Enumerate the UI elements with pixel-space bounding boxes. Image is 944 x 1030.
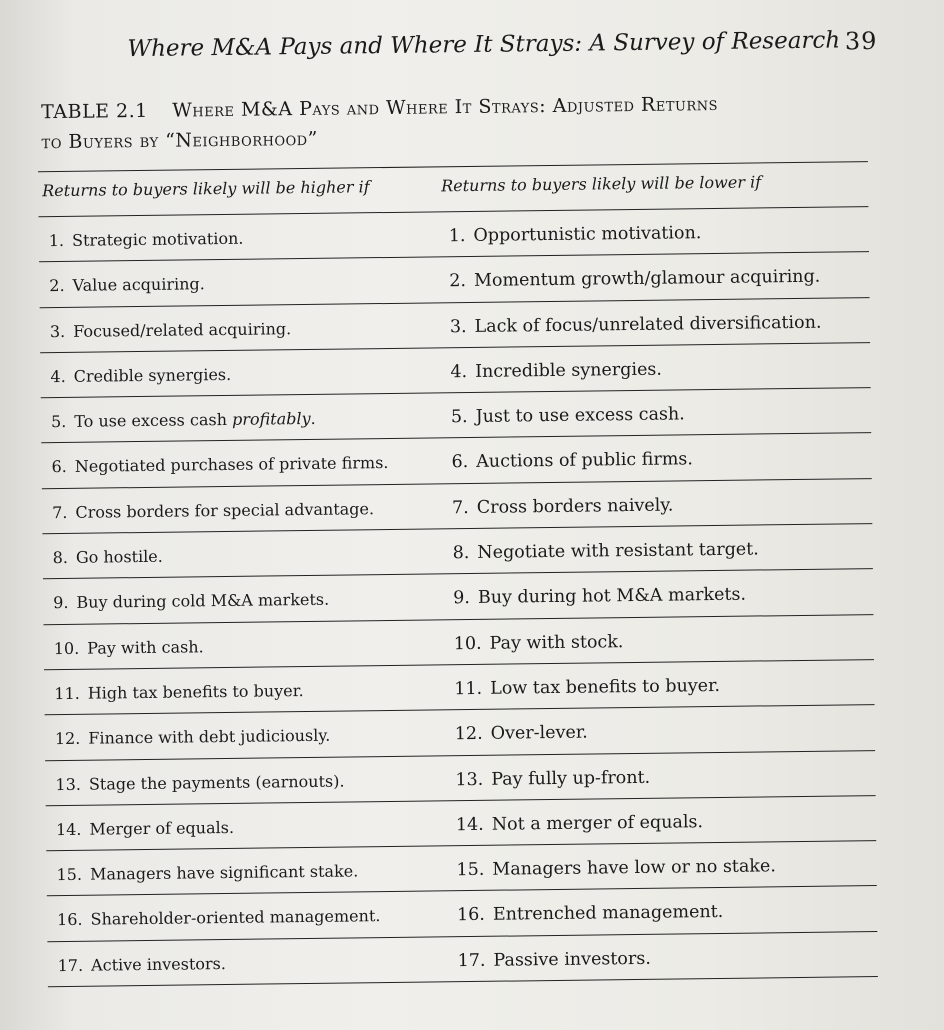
row-lower-returns-cell: [454, 676, 720, 699]
row-higher-returns-cell: [57, 907, 381, 930]
row-higher-returns-cell: [58, 954, 226, 975]
row-lower-returns-cell: [450, 360, 662, 383]
row-lower-text: Lack of focus/unrelated diversification.: [474, 312, 822, 337]
row-lower-text: Auctions of public firms.: [476, 449, 694, 473]
row-lower-returns-cell: [453, 585, 746, 609]
row-lower-text: Pay with stock.: [489, 631, 624, 654]
row-number: 8.: [52, 547, 69, 568]
row-number: 10.: [453, 633, 482, 654]
row-higher-text: Buy during cold M&A markets.: [76, 590, 330, 613]
row-higher-text: Active investors.: [90, 953, 227, 975]
row-lower-text: Passive investors.: [493, 948, 651, 971]
row-lower-returns-cell: [450, 312, 822, 337]
row-lower-returns-cell: [452, 495, 674, 518]
table-caption-line1: Where M&A Pays and Where It Strays: Adjusted Returns: [172, 92, 719, 122]
row-higher-text: Strategic motivation.: [71, 228, 244, 250]
table-label: TABLE 2.1: [41, 99, 148, 124]
row-number: 4.: [450, 361, 468, 383]
row-higher-returns-cell: [53, 590, 329, 612]
row-higher-text: Stage the payments (earnouts).: [88, 771, 345, 794]
row-lower-returns-cell: [456, 856, 776, 880]
row-higher-returns-cell: [52, 499, 374, 522]
row-higher-returns-cell: [50, 365, 231, 386]
row-higher-text: Shareholder-oriented management.: [90, 906, 381, 930]
row-lower-text: Momentum growth/glamour acquiring.: [473, 267, 821, 292]
row-lower-returns-cell: [449, 267, 820, 292]
row-number: 1.: [448, 226, 466, 247]
row-number: 17.: [457, 950, 486, 971]
row-number: 12.: [54, 729, 81, 749]
row-number: 14.: [55, 819, 82, 839]
row-lower-returns-cell: [451, 450, 693, 473]
row-higher-returns-cell: [55, 771, 344, 794]
row-higher-text: Finance with debt judiciously.: [88, 725, 331, 748]
row-lower-text: Over-lever.: [490, 722, 588, 745]
row-higher-returns-cell: [54, 637, 204, 658]
row-lower-text: Low tax benefits to buyer.: [490, 675, 721, 699]
row-higher-returns-cell: [54, 681, 304, 703]
row-lower-returns-cell: [457, 902, 723, 925]
row-number: 7.: [451, 497, 469, 518]
row-lower-returns-cell: [454, 632, 624, 654]
row-number: 13.: [455, 769, 484, 790]
running-head-title: Where M&A Pays and Where It Strays: A Survey of Research: [127, 27, 841, 63]
row-lower-text: Opportunistic motivation.: [473, 223, 702, 246]
row-lower-returns-cell: [456, 812, 703, 835]
row-higher-tail: .: [310, 409, 316, 429]
row-higher-text: Credible synergies.: [73, 364, 232, 386]
table-caption-line2: to Buyers by “Neighborhood”: [41, 127, 318, 154]
row-number: 16.: [456, 905, 486, 926]
row-number: 17.: [57, 955, 84, 975]
row-higher-text: Cross borders for special advantage.: [75, 498, 375, 522]
row-number: 15.: [56, 864, 83, 885]
row-lower-text: Pay fully up-front.: [491, 767, 651, 790]
row-higher-returns-cell: [55, 726, 331, 748]
row-number: 13.: [55, 774, 82, 794]
row-lower-returns-cell: [449, 223, 702, 246]
row-lower-returns-cell: [451, 405, 685, 428]
row-lower-returns-cell: [455, 767, 650, 789]
row-lower-text: Incredible synergies.: [475, 359, 663, 382]
row-higher-returns-cell: [49, 229, 244, 250]
row-number: 9.: [453, 588, 471, 609]
column-header-lower: Returns to buyers likely will be lower if: [441, 172, 762, 196]
table-caption: [41, 87, 872, 157]
row-higher-returns-cell: [53, 547, 163, 567]
table-row: [47, 932, 877, 987]
row-higher-text: To use excess cash: [74, 410, 228, 432]
row-lower-returns-cell: [453, 540, 759, 564]
row-number: 11.: [54, 683, 80, 704]
row-number: 8.: [452, 543, 470, 564]
row-number: 7.: [52, 502, 68, 522]
row-number: 2.: [49, 276, 65, 296]
page-number: 39: [844, 26, 878, 56]
row-number: 16.: [56, 910, 83, 930]
row-higher-returns-cell: [51, 409, 316, 431]
row-lower-text: Not a merger of equals.: [491, 812, 704, 835]
row-number: 10.: [53, 638, 80, 658]
row-number: 5.: [50, 412, 67, 432]
row-number: 14.: [455, 814, 484, 836]
row-number: 11.: [454, 678, 483, 700]
row-number: 2.: [449, 271, 467, 292]
row-lower-returns-cell: [458, 949, 651, 971]
row-higher-text: Go hostile.: [75, 546, 163, 567]
table-body: [39, 207, 878, 987]
row-higher-text: Managers have significant stake.: [89, 861, 359, 884]
row-lower-text: Negotiate with resistant target.: [477, 539, 759, 563]
row-higher-text: Merger of equals.: [89, 817, 235, 839]
running-head: [127, 27, 887, 62]
row-number: 9.: [53, 593, 69, 613]
row-number: 4.: [50, 366, 66, 387]
row-higher-text: Focused/related acquiring.: [73, 318, 292, 341]
row-higher-returns-cell: [56, 818, 234, 839]
row-lower-text: Managers have low or no stake.: [492, 856, 776, 880]
row-higher-text: High tax benefits to buyer.: [87, 681, 304, 703]
row-higher-returns-cell: [56, 862, 358, 885]
column-header-higher: Returns to buyers likely will be higher if: [42, 177, 370, 201]
row-number: 6.: [451, 452, 469, 473]
row-higher-text: Negotiated purchases of private firms.: [74, 453, 389, 477]
row-lower-text: Entrenched management.: [492, 902, 724, 926]
row-higher-returns-cell: [51, 453, 388, 476]
row-number: 3.: [49, 321, 66, 341]
row-higher-text: Pay with cash.: [87, 636, 204, 658]
row-number: 5.: [450, 407, 468, 428]
row-lower-returns-cell: [455, 723, 588, 745]
row-higher-returns-cell: [50, 319, 291, 341]
row-lower-text: Buy during hot M&A markets.: [477, 585, 747, 609]
row-number: 15.: [456, 860, 485, 881]
row-number: 12.: [454, 724, 483, 745]
row-higher-returns-cell: [49, 275, 205, 296]
row-number: 3.: [449, 316, 467, 337]
row-higher-emphasis: profitably: [231, 409, 311, 430]
table-top-rule: [38, 161, 868, 172]
row-lower-text: Just to use excess cash.: [475, 404, 685, 428]
row-lower-text: Cross borders naively.: [476, 495, 674, 518]
row-number: 6.: [51, 457, 67, 477]
row-number: 1.: [48, 230, 65, 251]
row-higher-text: Value acquiring.: [72, 274, 205, 296]
